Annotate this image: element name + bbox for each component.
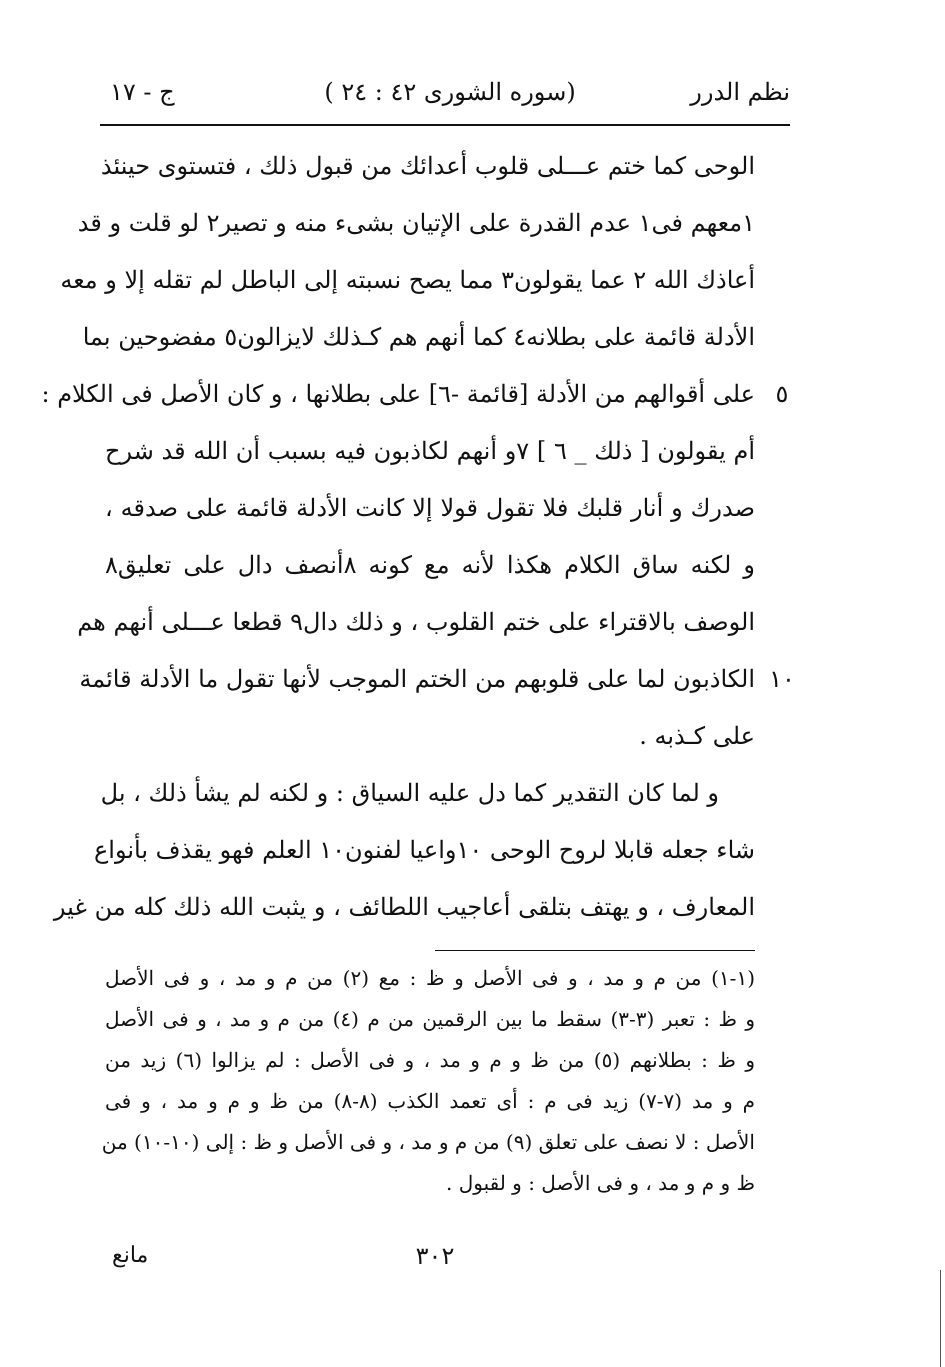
text-line: شاء جعله قابلا لروح الوحى ١٠واعيا لفنون١٠ العلم فهو يقذف بأنواع <box>93 836 755 864</box>
text-line: على أقوالهم من الأدلة [قائمة -٦] على بطلانها ، و كان الأصل فى الكلام : <box>41 380 755 408</box>
main-text <box>41 138 755 936</box>
text-line: أم يقولون [ ذلك _ ٦ ] ٧و أنهم لكاذبون فيه بسبب أن الله قد شرح <box>105 437 755 465</box>
text-line: ١معهم فى١ عدم القدرة على الإتيان بشىء منه و تصير٢ لو قلت و قد <box>77 209 755 237</box>
text-line: الكاذبون لما على قلوبهم من الختم الموجب لأنها تقول ما الأدلة قائمة <box>79 665 755 693</box>
text-line: و لما كان التقدير كما دل عليه السياق : و لكنه لم يشأ ذلك ، بل <box>100 779 719 807</box>
line-number-10: ١٠ <box>769 665 795 693</box>
footnote-line: م و مد (٧-٧) زيد فى م : أى تعمد الكذب (٨-٨) من ظ و م و مد ، و فى <box>105 1089 755 1113</box>
footnote-line: و ظ : تعبر (٣-٣) سقط ما بين الرقمين من م (٤) من م و مد ، و فى الأصل <box>105 1007 755 1031</box>
footnote-line: ظ و م و مد ، و فى الأصل : و لقبول . <box>446 1171 755 1195</box>
book-title: نظم الدرر <box>690 78 790 106</box>
text-line: على كـذبه . <box>639 722 755 750</box>
text-line: أعاذك الله ٢ عما يقولون٣ مما يصح نسبته إلى الباطل لم تقله إلا و معه <box>60 266 755 294</box>
footnotes <box>101 958 755 1204</box>
footer-signature: مانع <box>112 1243 149 1268</box>
header-divider <box>100 124 790 126</box>
footnote-divider <box>435 950 755 951</box>
text-line: الوحى كما ختم عـــلى قلوب أعدائك من قبول ذلك ، فتستوى حينئذ <box>100 152 755 180</box>
text-line: صدرك و أنار قلبك فلا تقول قولا إلا كانت الأدلة قائمة على صدقه ، <box>105 494 755 522</box>
footnote-line: و ظ : بطلانهم (٥) من ظ و م و مد ، و فى الأصل : لم يزالوا (٦) زيد من <box>105 1048 755 1072</box>
footnote-line: الأصل : لا نصف على تعلق (٩) من م و مد ، و فى الأصل و ظ : إلى (١٠-١٠) من <box>101 1130 755 1154</box>
page-edge-mark <box>940 1270 941 1367</box>
text-line: المعارف ، و يهتف بتلقى أعاجيب اللطائف ، و يثبت الله ذلك كله من غير <box>53 893 755 921</box>
juz-number: ج - ١٧ <box>110 78 175 106</box>
text-line: الأدلة قائمة على بطلانه٤ كما أنهم هم كـذلك لايزالون٥ مفضوحين بما <box>82 323 755 351</box>
text-line: الوصف بالاقتراء على ختم القلوب ، و ذلك دال٩ قطعا عـــلى أنهم هم <box>77 608 755 636</box>
footnote-line: (١-١) من م و مد ، و فى الأصل و ظ : مع (٢) من م و مد ، و فى الأصل <box>105 966 755 990</box>
surah-reference: (سوره الشورى ٤٢ : ٢٤ ) <box>324 78 576 106</box>
running-header <box>110 72 790 122</box>
line-number-5: ٥ <box>775 380 789 408</box>
text-line: و لكنه ساق الكلام هكذا لأنه مع كونه ٨أنصف دال على تعليق٨ <box>105 551 755 579</box>
page-number: ٣٠٢ <box>415 1242 455 1270</box>
